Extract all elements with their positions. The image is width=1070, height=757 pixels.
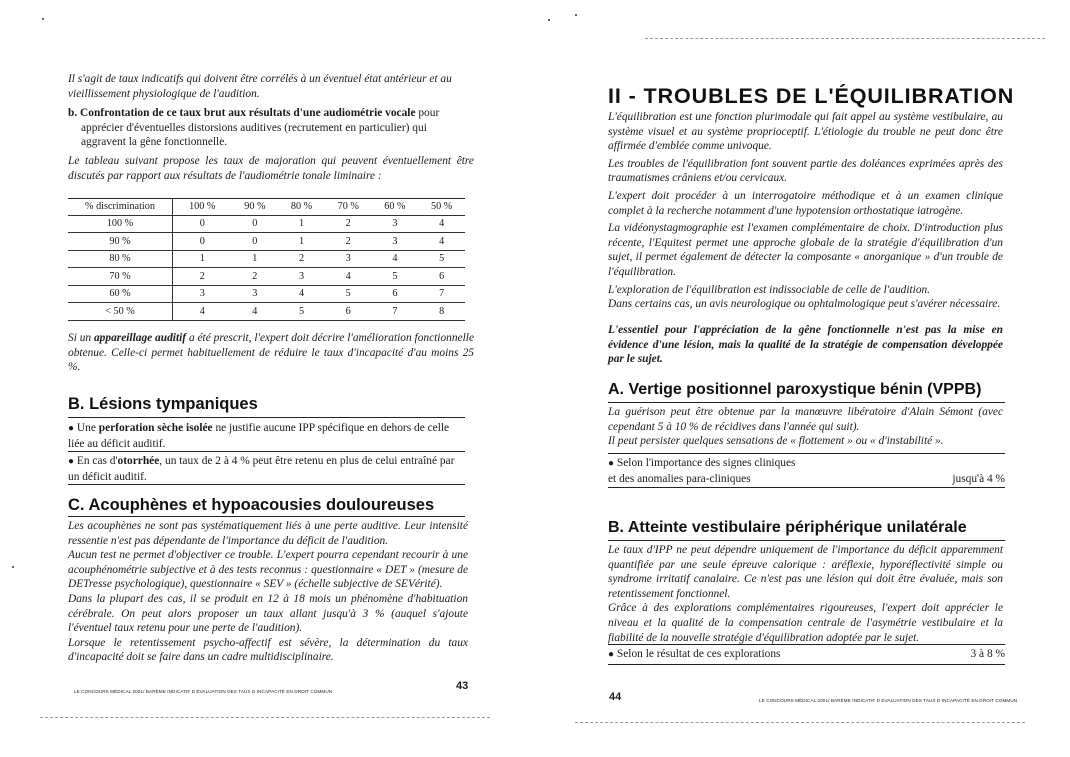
b2-bullet-bottom-rule [608,664,1005,665]
section-a-rule [608,402,1005,403]
table-cell: 3 [232,285,279,303]
table-cell: 4 [232,303,279,321]
table-row [68,303,465,321]
b2-paragraph-2: Grâce à des explorations complémentaires rigoureuses, l'expert doit apprécier le niveau et la qualité de la compensation centrale de l'asymétrie vestibulaire et la fiabilité de la nouvelle stratégie d'équilibration adoptée par le sujet. [608,602,1003,644]
table-cell: 8 [418,303,465,321]
b2-bullet-top-rule [608,644,1005,645]
c-paragraph-1: Les acouphènes ne sont pas systématiquement liés à une perte auditive. Leur intensité ressentie n'est pas dépendante de l'importance du déficit de l'audition. [68,520,468,547]
section-a-title: A. Vertige positionnel paroxystique bénin (VPPB) [608,381,982,398]
table-row [68,233,465,251]
table-row [68,268,465,286]
table-cell: 80 % [68,250,173,268]
right-paragraph-1: L'équilibration est une fonction plurimodale qui fait appel au système vestibulaire, au système visuel et au système proprioceptif. L'étiologie du trouble ne peut donc être affirmée d'emblée comme univoque. [608,111,1003,153]
a-paragraph-2: Il peut persister quelques sensations de « flottement » ou « d'instabilité ». [608,435,944,448]
table-header-cell: 80 % [278,198,325,215]
table-cell: 5 [325,285,372,303]
table-cell: 6 [372,285,419,303]
b2-bullet [608,647,1005,663]
section-b-confrontation [68,106,474,150]
section-c-rule [68,516,465,517]
right-footer: LE CONCOURS MÉDICAL 2001/ BARÈME INDICATIF D ÉVALUATION DES TAUX D INCAPACITÉ EN DROIT COMMUN [759,698,1018,703]
table-header-cell: 70 % [325,198,372,215]
table-cell: 7 [418,285,465,303]
section-b2-rule [608,540,1005,541]
right-bottom-scan-edge [575,722,1025,723]
appareillage-text-2: a été prescrit, l'expert doit décrire l'amélioration fonctionnelle obtenue. Celle-ci permet habituellement de réduire le taux d'incapacité d'au moins 25 %. [68,332,474,374]
table-row [68,215,465,233]
a-paragraph-1: La guérison peut être obtenue par la manœuvre libératoire d'Alain Sémont (avec cependant 5 à 10 % de récidives dans l'année qui suit). [608,406,1003,433]
table-cell: 2 [232,268,279,286]
bullet-icon: ● [68,423,75,434]
left-bottom-scan-edge [40,717,490,718]
c-paragraph-2: Aucun test ne permet d'objectiver ce trouble. L'expert pourra cependant recourir à une acouphénométrie subjective et à des tests reconnus : questionnaire « DET » (mesure de DETresse psychologique), questionnaire « SEV » (échelle subjective de SEVérité). [68,549,468,591]
table-cell: 0 [173,233,232,251]
confrontation-text-2: apprécier d'éventuelles distorsions auditives (recrutement en particulier) qui [81,121,427,134]
confrontation-text-3: aggravent la gêne fonctionnelle. [81,136,228,149]
table-cell: 2 [173,268,232,286]
table-header-cell: 100 % [173,198,232,215]
table-cell: 2 [325,215,372,233]
left-footer: LE CONCOURS MÉDICAL 2001/ BARÈME INDICATIF D ÉVALUATION DES TAUX D INCAPACITÉ EN DROIT COMMUN [74,689,333,694]
a-bullet-line2: et des anomalies para-cliniques [608,472,751,485]
table-cell: 4 [278,285,325,303]
table-cell: 0 [232,233,279,251]
right-paragraph-4: La vidéonystagmographie est l'examen complémentaire de choix. D'introduction plus récente, l'Equitest permet une approche globale de la stratégie d'équilibration d'un sujet, il permet également de détecter la composante « anorganique » d'un trouble de l'équilibration. [608,222,1003,278]
b2-rate: 3 à 8 % [970,648,1005,660]
bullet1-rule [68,451,465,452]
bullet-perforation [68,421,465,451]
table-cell: 2 [278,250,325,268]
right-page [535,0,1070,757]
bullet2-bold: otorrhée [117,455,160,467]
a-bullet [608,456,1005,486]
essentiel-paragraph: L'essentiel pour l'appréciation de la gêne fonctionnelle n'est pas la mise en évidence d'une lésion, mais la qualité de la stratégie de compensation développée par le sujet. [608,324,1003,366]
table-cell: 60 % [68,285,173,303]
bullet1-pre: Une [76,422,99,434]
a-bullet-line1: Selon l'importance des signes cliniques [616,457,796,469]
table-cell: 4 [325,268,372,286]
table-cell: 6 [418,268,465,286]
intro-paragraph: Il s'agit de taux indicatifs qui doivent être corrélés à un éventuel état antérieur et au vieillissement physiologique de l'audition. [68,73,452,100]
appareillage-bold: appareillage auditif [93,332,187,344]
section-b-rule [68,417,465,418]
table-row [68,285,465,303]
c-paragraph-3: Dans la plupart des cas, il se produit en 12 à 18 mois un phénomène d'habituation cérébrale. On peut alors proposer un taux allant jusqu'à 3 % (auquel s'ajoute l'éventuel taux retenu pour une perte de l'audition). [68,592,468,635]
section-b2-text [608,543,1003,645]
table-intro: Le tableau suivant propose les taux de majoration qui peuvent éventuellement être discutés par rapport aux résultats de l'audiométrie tonale liminaire : [68,155,474,182]
table-cell: 100 % [68,215,173,233]
left-page-number: 43 [456,680,469,692]
right-paragraph-2: Les troubles de l'équilibration font souvent partie des doléances exprimées après des traumatismes crâniens et/ou cervicaux. [608,157,1003,185]
bullet1-post: ne justifie aucune IPP spécifique en dehors de celle liée au déficit auditif. [68,422,450,450]
table-cell: 70 % [68,268,173,286]
scan-speck [12,566,14,568]
table-cell: 3 [173,285,232,303]
table-cell: 1 [173,250,232,268]
a-bullet-top-rule [608,453,1005,454]
section-b2-title: B. Atteinte vestibulaire périphérique unilatérale [608,519,967,536]
table-cell: 3 [278,268,325,286]
table-cell: 4 [173,303,232,321]
table-cell: 4 [418,215,465,233]
a-bullet-bottom-rule [608,487,1005,488]
table-cell: 7 [372,303,419,321]
section-b-title: B. Lésions tympaniques [68,395,258,413]
table-cell: 2 [325,233,372,251]
bullet-icon: ● [608,458,615,469]
b2-bullet-text: Selon le résultat de ces explorations [616,648,781,660]
table-header-cell: % discrimination [68,198,173,215]
scan-speck [575,14,577,16]
section-c-text [68,519,468,665]
section-a-text [608,405,1003,449]
table-cell: 90 % [68,233,173,251]
table-header-row [68,198,465,215]
bullet2-pre: En cas d' [76,455,118,467]
bullet-icon: ● [68,456,75,467]
scan-speck [42,18,44,20]
scan-speck [548,19,550,21]
table-cell: 3 [372,215,419,233]
right-paragraph-5a: L'exploration de l'équilibration est indissociable de celle de l'audition. [608,283,931,296]
confrontation-text-1: pour [415,107,440,119]
table-cell: 6 [325,303,372,321]
table-cell: 4 [372,250,419,268]
table-cell: 3 [325,250,372,268]
table-cell: 5 [372,268,419,286]
right-page-number: 44 [609,691,622,703]
right-top-scan-edge [645,38,1045,39]
c-paragraph-4: Lorsque le retentissement psycho-affectif est sévère, la détermination du taux d'incapacité doit se faire dans un cadre multidisciplinaire. [68,636,468,664]
table-cell: 1 [278,215,325,233]
b2-paragraph-1: Le taux d'IPP ne peut dépendre uniquement de l'importance du déficit apparemment quantifiée par une seule épreuve calorique : aréflexie, hyporéflectivité simple ou syndrome irritatif canalaire. Ce n'est pas une lésion qui doit être évaluée, mais son retentissement fonctionnel. [608,544,1003,600]
discrimination-table [68,198,465,321]
page-title: II - TROUBLES DE L'ÉQUILIBRATION [608,84,1015,108]
right-paragraph-5b: Dans certains cas, un avis neurologique ou ophtalmologique peut s'avérer nécessaire. [608,298,1001,311]
table-header-cell: 60 % [372,198,419,215]
table-cell: < 50 % [68,303,173,321]
table-cell: 3 [372,233,419,251]
right-paragraph-3: L'expert doit procéder à un interrogatoire méthodique et à un examen clinique complet à la recherche notamment d'une hypotension orthostatique iatrogène. [608,189,1003,217]
bullet2-rule [68,484,465,485]
table-header-cell: 90 % [232,198,279,215]
bullet1-bold: perforation sèche isolée [98,422,213,434]
table-cell: 1 [278,233,325,251]
table-cell: 0 [232,215,279,233]
bullet-otorrhee [68,454,465,484]
a-rate: jusqu'à 4 % [952,472,1005,485]
appareillage-text-1: Si un [68,332,94,344]
confrontation-heading: b. Confrontation de ce taux brut aux résultats d'une audiométrie vocale [68,107,416,119]
bullet2-post: , un taux de 2 à 4 % peut être retenu en plus de celui entraîné par un déficit auditif. [68,455,455,483]
table-header-cell: 50 % [418,198,465,215]
equilibration-text [608,110,1003,312]
table-cell: 1 [232,250,279,268]
table-cell: 5 [278,303,325,321]
table-cell: 5 [418,250,465,268]
table-top-rule [68,198,465,199]
bullet-icon: ● [608,649,615,660]
table-cell: 4 [418,233,465,251]
table-cell: 0 [173,215,232,233]
appareillage-paragraph [68,331,474,375]
section-c-title: C. Acouphènes et hypoacousies douloureuses [68,496,435,514]
table-row [68,250,465,268]
